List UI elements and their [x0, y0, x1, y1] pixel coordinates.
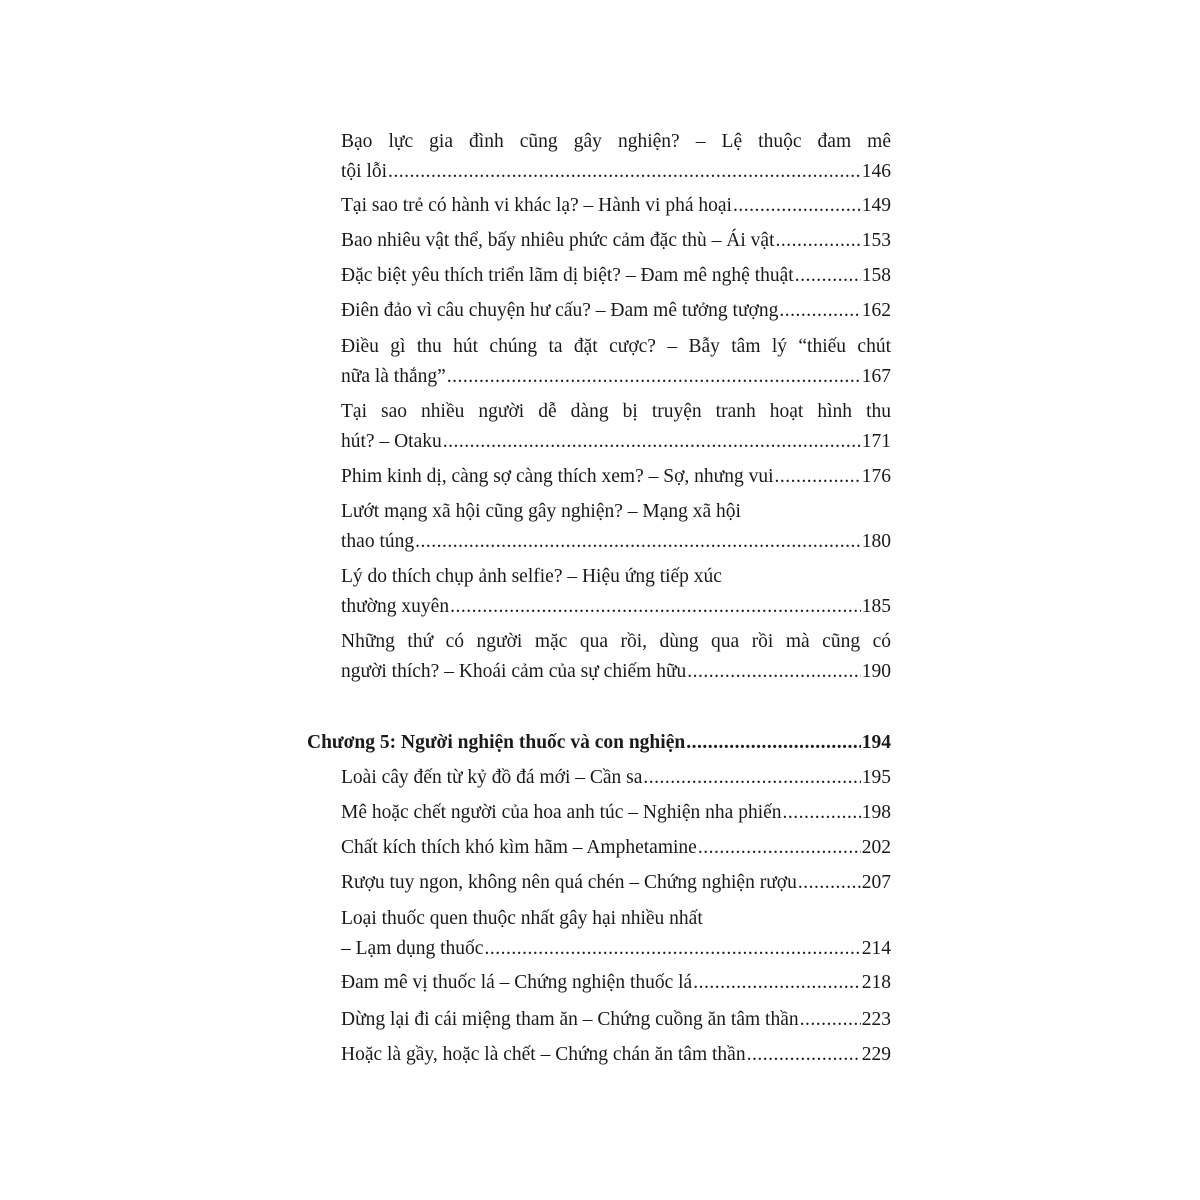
toc-chapter-page-number: 194	[861, 732, 891, 753]
toc-entry-leader-line	[341, 191, 891, 221]
toc-page-number: 158	[861, 265, 891, 286]
toc-page-number: 214	[861, 938, 891, 959]
toc-entry-title: Điên đảo vì câu chuyện hư cấu? – Đam mê tưởng tượng	[341, 300, 779, 321]
dot-leader	[443, 427, 861, 457]
toc-entry-title: Phim kinh dị, càng sợ càng thích xem? – Sợ, nhưng vui	[341, 466, 774, 487]
dot-leader	[686, 728, 861, 758]
toc-entry[interactable]	[341, 497, 891, 557]
toc-page-number: 146	[861, 161, 891, 182]
toc-page-number: 180	[861, 531, 891, 552]
toc-entry-title: thao túng	[341, 531, 415, 552]
toc-entry-leader-line	[341, 798, 891, 828]
toc-entry-title: Tại sao trẻ có hành vi khác lạ? – Hành vi phá hoại	[341, 195, 732, 216]
dot-leader	[450, 592, 861, 622]
dot-leader	[643, 763, 860, 793]
toc-entry[interactable]	[341, 904, 891, 964]
dot-leader	[687, 657, 860, 687]
toc-entry-leader-line	[341, 1005, 891, 1035]
toc-page-number: 167	[861, 366, 891, 387]
toc-entry-title: hút? – Otaku	[341, 431, 442, 452]
toc-entry-leader-line	[341, 657, 891, 687]
dot-leader	[798, 868, 861, 898]
toc-entry-title: Hoặc là gầy, hoặc là chết – Chứng chán ăn tâm thần	[341, 1044, 746, 1065]
toc-entry-title: Dừng lại đi cái miệng tham ăn – Chứng cuồng ăn tâm thần	[341, 1009, 799, 1030]
toc-entry[interactable]	[341, 1005, 891, 1035]
toc-page-number: 185	[861, 596, 891, 617]
toc-page-number: 195	[861, 767, 891, 788]
toc-entry[interactable]	[341, 462, 891, 492]
toc-page-number: 153	[861, 230, 891, 251]
toc-entry-line: Loại thuốc quen thuộc nhất gây hại nhiều nhất	[341, 908, 703, 929]
toc-page-number: 229	[861, 1044, 891, 1065]
toc-entry-leader-line	[341, 462, 891, 492]
toc-entry-leader-line	[341, 868, 891, 898]
toc-page-number: 171	[861, 431, 891, 452]
toc-entry[interactable]	[341, 562, 891, 622]
dot-leader	[693, 968, 861, 998]
dot-leader	[388, 157, 861, 187]
toc-entry[interactable]	[341, 627, 891, 687]
toc-page-number: 190	[861, 661, 891, 682]
toc-entry-line: Lý do thích chụp ảnh selfie? – Hiệu ứng tiếp xúc	[341, 566, 722, 587]
toc-page-number: 162	[861, 300, 891, 321]
toc-entry-leader-line	[341, 527, 891, 557]
dot-leader	[776, 226, 861, 256]
toc-entry-line: Điều gì thu hút chúng ta đặt cược? – Bẫy tâm lý “thiếu chút	[341, 336, 891, 357]
dot-leader	[783, 798, 861, 828]
toc-entry-line: Lướt mạng xã hội cũng gây nghiện? – Mạng xã hội	[341, 501, 741, 522]
toc-page-number: 207	[861, 872, 891, 893]
toc-entry[interactable]	[341, 296, 891, 326]
toc-page-number: 218	[861, 972, 891, 993]
toc-entry-title: nữa là thắng”	[341, 366, 446, 387]
toc-entry[interactable]	[341, 968, 891, 998]
toc-entry-title: Đam mê vị thuốc lá – Chứng nghiện thuốc lá	[341, 972, 693, 993]
toc-entry-title: người thích? – Khoái cảm của sự chiếm hữu	[341, 661, 687, 682]
toc-entry-title: Đặc biệt yêu thích triển lãm dị biệt? – Đam mê nghệ thuật	[341, 265, 794, 286]
dot-leader	[747, 1040, 861, 1070]
toc-entry-leader-line	[341, 763, 891, 793]
toc-entry-line: Bạo lực gia đình cũng gây nghiện? – Lệ thuộc đam mê	[341, 131, 891, 152]
toc-entry[interactable]	[341, 127, 891, 187]
toc-entry-title: Loài cây đến từ kỷ đồ đá mới – Cần sa	[341, 767, 643, 788]
toc-entry-title: Rượu tuy ngon, không nên quá chén – Chứng nghiện rượu	[341, 872, 797, 893]
toc-entry-leader-line	[341, 592, 891, 622]
toc-entry-title: Mê hoặc chết người của hoa anh túc – Nghiện nha phiến	[341, 802, 782, 823]
toc-entry-leader-line	[341, 362, 891, 392]
dot-leader	[800, 1005, 861, 1035]
dot-leader	[415, 527, 861, 557]
toc-page-number: 202	[861, 837, 891, 858]
toc-entry-title: Bao nhiêu vật thể, bấy nhiêu phức cảm đặc thù – Ái vật	[341, 230, 775, 251]
toc-entry-title: Chất kích thích khó kìm hãm – Amphetamine	[341, 837, 697, 858]
toc-entry[interactable]	[341, 261, 891, 291]
toc-entry-leader-line	[341, 427, 891, 457]
dot-leader	[779, 296, 860, 326]
toc-entry-title: thường xuyên	[341, 596, 450, 617]
toc-entry[interactable]	[341, 226, 891, 256]
toc-page-number: 198	[861, 802, 891, 823]
toc-entry-leader-line	[341, 1040, 891, 1070]
toc-page-number: 176	[861, 466, 891, 487]
dot-leader	[447, 362, 861, 392]
toc-page-number: 223	[861, 1009, 891, 1030]
toc-entry-leader-line	[341, 261, 891, 291]
dot-leader	[484, 934, 860, 964]
toc-entry[interactable]	[341, 1040, 891, 1070]
toc-entry[interactable]	[341, 798, 891, 828]
toc-chapter-title: Chương 5: Người nghiện thuốc và con nghiện	[307, 732, 686, 753]
toc-entry-leader-line	[341, 968, 891, 998]
toc-entry-leader-line	[341, 157, 891, 187]
toc-entry[interactable]	[341, 191, 891, 221]
toc-entry[interactable]	[341, 868, 891, 898]
dot-leader	[733, 191, 861, 221]
toc-entry[interactable]	[341, 763, 891, 793]
toc-entry[interactable]	[341, 332, 891, 392]
toc-entry[interactable]	[341, 397, 891, 457]
dot-leader	[775, 462, 861, 492]
toc-entry-title: tội lỗi	[341, 161, 388, 182]
toc-entry-leader-line	[341, 296, 891, 326]
toc-chapter-leader-line	[307, 728, 891, 758]
dot-leader	[698, 833, 861, 863]
toc-chapter-heading[interactable]	[307, 728, 891, 758]
toc-page-number: 149	[861, 195, 891, 216]
toc-entry-leader-line	[341, 226, 891, 256]
toc-entry-line: Những thứ có người mặc qua rồi, dùng qua rồi mà cũng có	[341, 631, 891, 652]
toc-entry-leader-line	[341, 833, 891, 863]
dot-leader	[795, 261, 861, 291]
toc-entry-title: – Lạm dụng thuốc	[341, 938, 484, 959]
toc-entry-leader-line	[341, 934, 891, 964]
toc-entry-line: Tại sao nhiều người dễ dàng bị truyện tranh hoạt hình thu	[341, 401, 891, 422]
toc-entry[interactable]	[341, 833, 891, 863]
